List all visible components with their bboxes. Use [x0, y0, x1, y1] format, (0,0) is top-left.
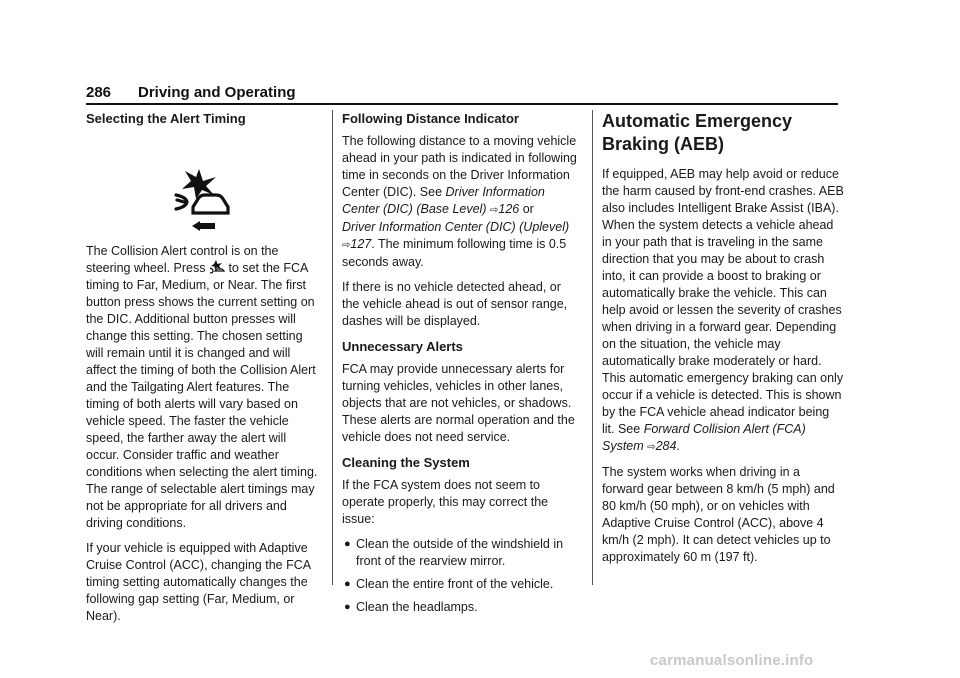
acc-paragraph: If your vehicle is equipped with Adaptive Cruise Control (ACC), changing the FCA timing setting automatically changes the following gap setting (Far, Medium, or Near).: [86, 541, 311, 623]
collision-alert-icon: [86, 133, 322, 243]
collision-alert-button-icon: [209, 260, 225, 274]
list-item: ● Clean the headlamps.: [344, 600, 478, 614]
following-distance-heading: Following Distance Indicator: [342, 111, 519, 126]
cleaning-paragraph: If the FCA system does not seem to operate properly, this may correct the issue:: [342, 478, 549, 526]
fca-system-page[interactable]: 284: [655, 439, 677, 453]
aeb-heading: Automatic Emergency Braking (AEB): [602, 111, 793, 154]
column-2: [342, 110, 578, 622]
header-rule: [86, 103, 838, 105]
bullet-icon: ●: [344, 538, 351, 550]
bullet-icon: ●: [344, 601, 351, 613]
page-ref-arrow-icon: ⇨: [489, 205, 499, 216]
watermark: carmanualsonline.info: [650, 652, 814, 669]
no-vehicle-paragraph: If there is no vehicle detected ahead, or the vehicle ahead is out of sensor range, dashes will be displayed.: [342, 280, 568, 328]
bullet-icon: ●: [344, 578, 351, 590]
column-divider-2: [592, 110, 593, 585]
column-1: [86, 110, 322, 633]
list-item: ● Clean the entire front of the vehicle.: [344, 577, 554, 591]
section-title: Driving and Operating: [138, 84, 296, 101]
page-ref-arrow-icon: ⇨: [342, 240, 351, 251]
dic-base-page[interactable]: 126: [498, 202, 520, 216]
cleaning-heading: Cleaning the System: [342, 455, 470, 470]
page-ref-arrow-icon: ⇨: [647, 442, 656, 453]
page-number: 286: [86, 84, 112, 101]
cleaning-list: [342, 536, 578, 616]
alert-timing-paragraph: The Collision Alert control is on the steering wheel. Press to set the FCA timing to Far, Medium, or Near. The first button press shows the current setting on the DIC. Additional button presses will change this setting. The chosen setting will remain until it is changed and will affect the timing of both the Collision Alert and the Tailgating Alert features. The timing of both alerts will vary based on vehicle speed. The faster the vehicle speed, the farther away the alert will occur. Consider traffic and weather conditions when selecting the alert timing. The range of selectable alert timings may not be appropriate for all drivers and driving conditions.: [86, 244, 318, 530]
aeb-speed-paragraph: The system works when driving in a forward gear between 8 km/h (5 mph) and 80 km/h (50 mph), or on vehicles with Adaptive Cruise Control (ACC), above 4 km/h (2 mph). It can detect vehicles up to approximately 60 m (197 ft).: [602, 465, 835, 564]
unnecessary-alerts-heading: Unnecessary Alerts: [342, 339, 463, 354]
dic-uplevel-link[interactable]: Driver Information Center (DIC) (Uplevel): [342, 220, 570, 234]
column-3: [602, 110, 844, 574]
fca-system-link[interactable]: Forward Collision Alert (FCA) System: [602, 422, 806, 453]
list-item: ● Clean the outside of the windshield in front of the rearview mirror.: [344, 537, 564, 568]
aeb-paragraph: If equipped, AEB may help avoid or reduce the harm caused by front-end crashes. AEB also includes Intelligent Brake Assist (IBA). When the system detects a vehicle ahead in your path that is traveling in the same direction that you may be about to crash into, it can provide a boost to braking or automatically brake the vehicle. This can help avoid or lessen the severity of crashes when driving in a forward gear. Depending on the situation, the vehicle may automatically brake moderately or hard. This automatic emergency braking can only occur if a vehicle is detected. This is shown by the FCA vehicle ahead indicator being lit. See Forward Collision Alert (FCA) System ⇨284.: [602, 167, 844, 453]
dic-uplevel-page[interactable]: 127: [350, 237, 372, 251]
dic-base-link[interactable]: Driver Information Center (DIC) (Base Level): [342, 185, 545, 216]
page-header: [86, 84, 838, 104]
unnecessary-alerts-paragraph: FCA may provide unnecessary alerts for turning vehicles, vehicles in other lanes, objects that are not vehicles, or shadows. These alerts are normal operation and the vehicle does not need service.: [342, 362, 575, 444]
following-distance-paragraph: The following distance to a moving vehicle ahead in your path is indicated in following time in seconds on the Driver Information Center (DIC). See Driver Information Center (DIC) (Base Level) ⇨126 or Driver Information Center (DIC) (Uplevel) ⇨127. The minimum following time is 0.5 seconds away.: [342, 134, 577, 269]
column-divider-1: [332, 110, 333, 585]
alert-timing-heading: Selecting the Alert Timing: [86, 111, 246, 126]
